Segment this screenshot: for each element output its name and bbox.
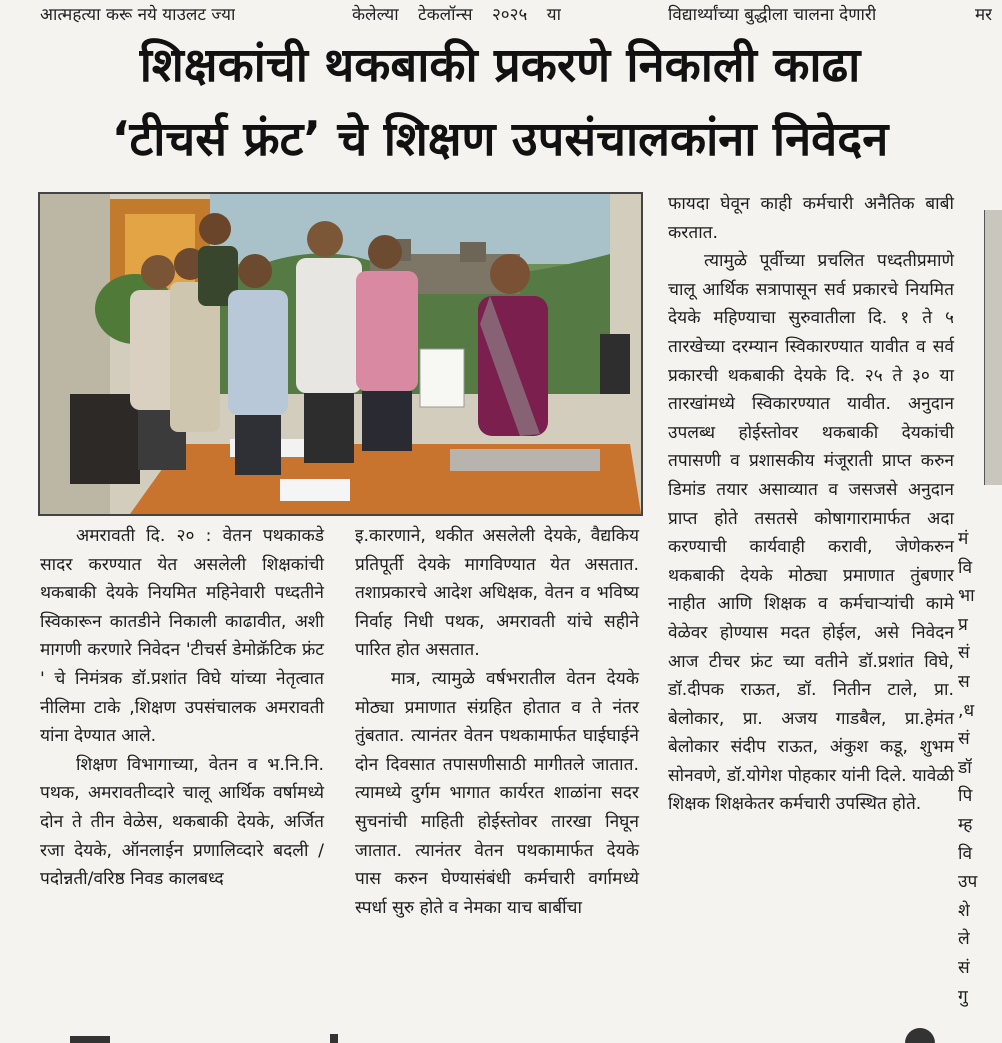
edge-line: सं xyxy=(958,729,970,750)
column-1-paragraph-2: शिक्षण विभागाच्या, वेतन व भ.नि.नि. पथक, अमरावतीव्दारे चालू आर्थिक वर्षामध्ये दोन ते तीन वेळेस, थकबाकी देयके, अर्जित रजा देयके, ऑनलाईन प्रणालिव्दारे बदली / पदोन्नती/वरिष्ठ निवड कालबध्द xyxy=(40,754,324,890)
edge-line: उप xyxy=(958,872,978,893)
edge-line: प्र xyxy=(958,614,968,635)
edge-line: ले xyxy=(958,929,970,950)
column-1-paragraph-1: अमरावती दि. २० : वेतन पथकाकडे सादर करण्यात येत असलेली शिक्षकांची थकबाकी देयके नियमित महिनेवारी पध्दतीने स्विकारून कातडीने निकाली काढावीत, अशी मागणी करणारे निवेदन 'टीचर्स डेमोक्रॅटिक फ्रंट ' चे निमंत्रक डॉ.प्रशांत विघे यांच्या नेतृत्वात नीलिमा टाके ,शिक्षण उपसंचालक अमरावती यांना देण्यात आले. xyxy=(40,526,324,747)
next-headline-fragment xyxy=(905,1028,935,1043)
top-strip-right: विद्यार्थ्यांच्या बुद्धीला चालना देणारी xyxy=(668,5,877,25)
column-2-paragraph-1: इ.कारणाने, थकीत असलेली देयके, वैद्यकिय प्रतिपूर्ती देयके मागविण्यात येत असतात. तशाप्रकारचे आदेश अधिक्षक, वेतन व भविष्य निर्वाह निधी पथक, अमरावती यांचे सहीने पारित होत असतात. xyxy=(355,526,639,661)
column-3-paragraph-1: फायदा घेवून काही कर्मचारी अनैतिक बाबी करतात. xyxy=(668,194,954,243)
edge-line: वि xyxy=(958,557,973,578)
edge-line: शे xyxy=(958,900,970,921)
edge-line: मं xyxy=(958,529,969,549)
edge-line: ,ध xyxy=(958,700,975,721)
edge-line: पि xyxy=(958,786,973,807)
headline-line-2: ‘टीचर्स फ्रंट’ चे शिक्षण उपसंचालकांना निवेदन xyxy=(111,112,889,167)
article-column-1 xyxy=(40,522,324,894)
next-headline-fragment xyxy=(330,1034,338,1043)
top-strip-left: आत्महत्या करू नये याउलट ज्या xyxy=(40,5,236,25)
headline-line-1: शिक्षकांची थकबाकी प्रकरणे निकाली काढा xyxy=(139,38,861,93)
top-strip-middle: केलेल्या टेकलॉन्स २०२५ या xyxy=(352,5,561,25)
edge-line: डॉ xyxy=(958,757,972,778)
next-headline-fragment xyxy=(70,1036,110,1043)
article-column-3 xyxy=(668,190,954,819)
top-strip-edge: मर xyxy=(975,5,993,25)
edge-line: स xyxy=(958,671,970,692)
news-photo xyxy=(38,192,643,516)
edge-line: सं xyxy=(958,643,970,664)
edge-line: गु xyxy=(958,986,968,1007)
photo-illustration xyxy=(40,194,641,514)
article-column-2 xyxy=(355,522,639,922)
edge-line: भा xyxy=(958,586,975,607)
edge-column xyxy=(958,525,1002,1011)
edge-line: म्ह xyxy=(958,814,973,835)
edge-line: सं xyxy=(958,957,970,978)
column-3-paragraph-2: त्यामुळे पूर्वीच्या प्रचलित पध्दतीप्रमाणे चालू आर्थिक सत्रापासून सर्व प्रकारचे नियमित देयके महिण्याचा सुरुवातीला दि. १ ते ५ तारखेच्या दरम्यान स्विकारण्यात यावीत व सर्व प्रकारची थकबाकी देयके दि. २५ ते ३० या तारखांमध्ये स्विकारण्यात यावीत. अनुदान उपलब्ध होईस्तोवर थकबाकी देयकांची तपासणी व प्रशासकीय मंजूराती प्राप्त करुन डिमांड तयार असाव्यात व जसजसे अनुदान प्राप्त होते तसतसे कोषागारामार्फत अदा करण्याची कार्यवाही करावी, जेणेकरुन थकबाकी देयके मोठ्या प्रमाणात तुंबणार नाहीत आणि शिक्षक व कर्मचाऱ्यांची कामे वेळेवर होण्यास मदत होईल, असे निवेदन आज टीचर फ्रंट च्या वतीने डॉ.प्रशांत विघे, डॉ.दीपक राऊत, डॉ. नितीन टाले, प्रा. बेलोकार, प्रा. अजय गाडबैल, प्रा.हेमंत बेलोकार संदीप राऊत, अंकुश कडू, शुभम सोनवणे, डॉ.योगेश पोहकार यांनी दिले. यावेळी शिक्षक शिक्षकेतर कर्मचारी उपस्थित होते. xyxy=(668,251,954,815)
edge-line: वि xyxy=(958,843,973,864)
column-2-paragraph-2: मात्र, त्यामुळे वर्षभरातील वेतन देयके मोठ्या प्रमाणात संग्रहित होतात व ते नंतर तुंबतात. त्यानंतर वेतन पथकामार्फत घाईघाईने दोन दिवसात तपासणीसाठी मागीतले जातात. त्यामध्ये दुर्गम भागात कार्यरत शाळांना सदर सुचनांची माहिती होईस्तोवर तारखा निघून जातात. त्यानंतर वेतन पथकामार्फत देयके पास करुन घेण्यासंबंधी कर्मचारी वर्गामध्ये स्पर्धा सुरु होते व नेमका याच बार्बीचा xyxy=(355,668,639,918)
edge-photo xyxy=(984,210,1002,485)
